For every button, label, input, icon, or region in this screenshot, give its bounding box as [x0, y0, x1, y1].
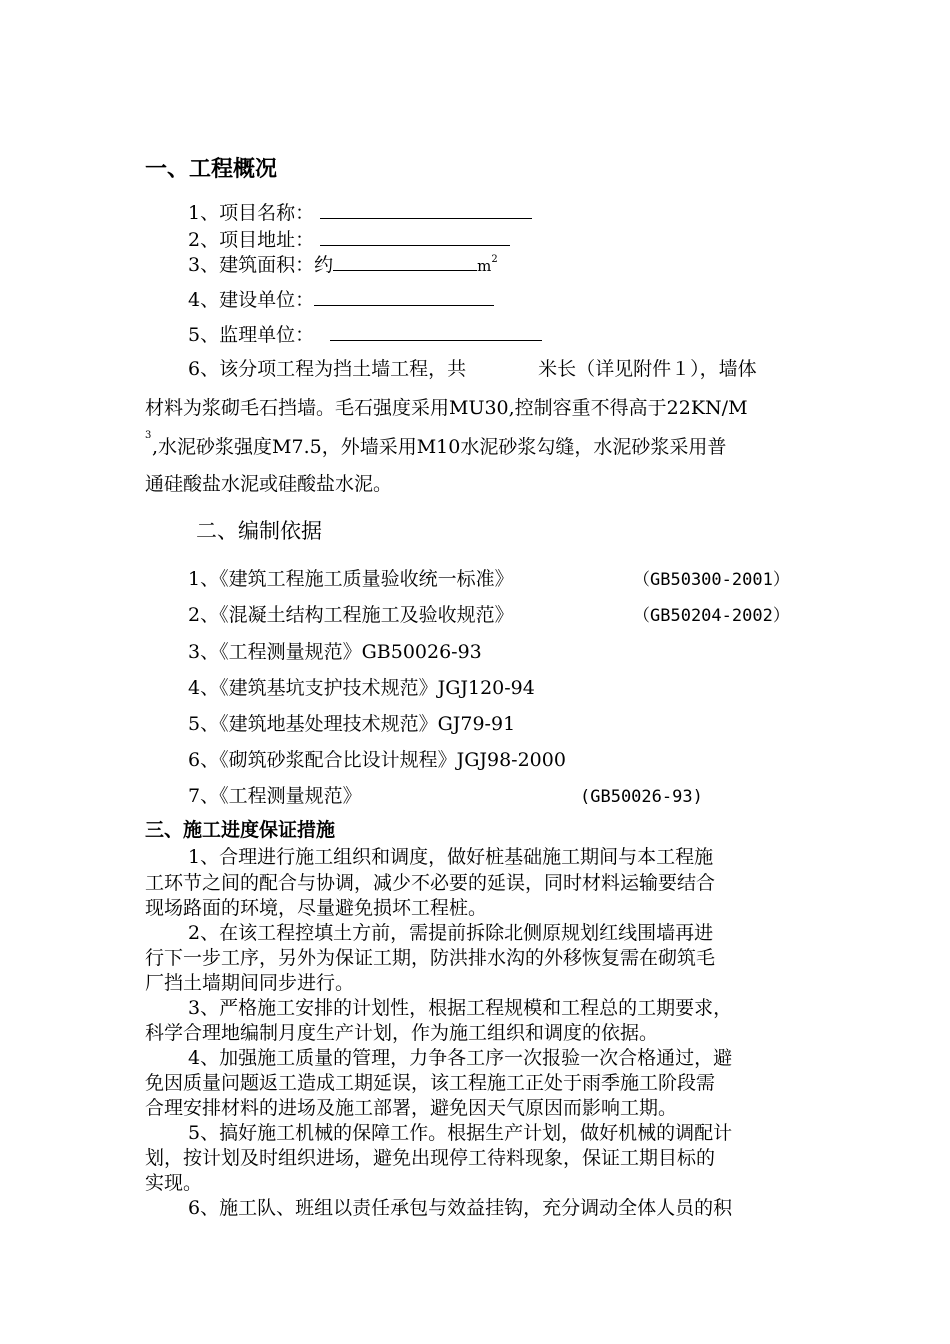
basis-item-1-code: （GB50300-2001）: [633, 570, 790, 590]
measure-line: 合理安排材料的进场及施工部署，避免因天气原因而影响工期。: [145, 1097, 678, 1119]
supervisor-unit-field: [330, 322, 542, 341]
supervisor-unit-row: [188, 322, 542, 347]
para6-superscript: 3: [145, 430, 152, 441]
para6-line1: [188, 357, 757, 381]
supervisor-unit-label: 5、监理单位：: [188, 324, 315, 346]
section2-title: 二、编制依据: [196, 519, 322, 543]
measure-line: 6、施工队、班组以责任承包与效益挂钩，充分调动全体人员的积: [188, 1197, 733, 1219]
measure-line: 实现。: [145, 1172, 203, 1194]
area-unit: m: [477, 257, 492, 275]
basis-item-7: 7、《工程测量规范》: [188, 785, 362, 807]
measure-line: 划，按计划及时组织进场，避免出现停工待料现象，保证工期目标的: [145, 1147, 716, 1169]
building-area-row: [188, 252, 498, 278]
section1-title: 一、工程概况: [145, 156, 278, 182]
basis-item-6: 6、《砌筑砂浆配合比设计规程》JGJ98-2000: [188, 749, 566, 771]
project-name-row: [188, 200, 532, 225]
measure-line: 1、合理进行施工组织和调度，做好桩基础施工期间与本工程施: [188, 846, 714, 868]
project-name-field: [320, 200, 532, 219]
owner-unit-row: [188, 287, 494, 312]
project-address-label: 2、项目地址：: [188, 229, 315, 251]
para6-line2: 材料为浆砌毛石挡墙。毛石强度采用MU30,控制容重不得高于22KN/M: [145, 397, 748, 419]
measure-line: 工环节之间的配合与协调，减少不必要的延误，同时材料运输要结合: [145, 872, 716, 894]
project-name-label: 1、项目名称：: [188, 202, 315, 224]
project-address-field: [320, 227, 510, 246]
measure-line: 免因质量问题返工造成工期延误，该工程施工正处于雨季施工阶段需: [145, 1072, 716, 1094]
para6-line4: 通硅酸盐水泥或硅酸盐水泥。: [145, 473, 393, 495]
measure-line: 行下一步工序，另外为保证工期，防洪排水沟的外移恢复需在砌筑毛: [145, 947, 716, 969]
building-area-field: [333, 252, 477, 271]
basis-item-2-code: （GB50204-2002）: [633, 606, 790, 626]
basis-item-2-text: 2、《混凝土结构工程施工及验收规范》: [188, 604, 514, 626]
measure-line: 现场路面的环境，尽量避免损坏工程桩。: [145, 897, 488, 919]
basis-item-7-code: (GB50026-93): [580, 787, 703, 807]
basis-item-5: 5、《建筑地基处理技术规范》GJ79-91: [188, 713, 516, 735]
building-area-label: 3、建筑面积：约: [188, 254, 334, 276]
owner-unit-label: 4、建设单位：: [188, 289, 315, 311]
measure-line: 4、加强施工质量的管理，力争各工序一次报验一次合格通过，避: [188, 1047, 733, 1069]
basis-item-3: 3、《工程测量规范》GB50026-93: [188, 641, 482, 663]
basis-item-1: [188, 567, 514, 591]
area-unit-sup: 2: [491, 254, 498, 265]
basis-item-4: 4、《建筑基坑支护技术规范》JGJ120-94: [188, 677, 535, 699]
owner-unit-field: [314, 287, 494, 306]
measure-line: 科学合理地编制月度生产计划，作为施工组织和调度的依据。: [145, 1022, 659, 1044]
para6-text-b: 米长（详见附件１），墙体: [538, 358, 757, 380]
measure-line: 2、在该工程控填土方前，需提前拆除北侧原规划红线围墙再进: [188, 922, 714, 944]
basis-item-1-text: 1、《建筑工程施工质量验收统一标准》: [188, 568, 514, 590]
section3-title: 三、施工进度保证措施: [145, 819, 336, 841]
basis-item-2: [188, 603, 514, 627]
para6-text-a: 6、该分项工程为挡土墙工程，共: [188, 358, 467, 380]
measure-line: 3、严格施工安排的计划性，根据工程规模和工程总的工期要求，: [188, 997, 733, 1019]
measure-line: 5、搞好施工机械的保障工作。根据生产计划，做好机械的调配计: [188, 1122, 733, 1144]
project-address-row: [188, 227, 510, 252]
measure-line: 厂挡土墙期间同步进行。: [145, 972, 355, 994]
para6-line3: ,水泥砂浆强度M7.5，外墙采用M10水泥砂浆勾缝，水泥砂浆采用普: [152, 436, 727, 458]
